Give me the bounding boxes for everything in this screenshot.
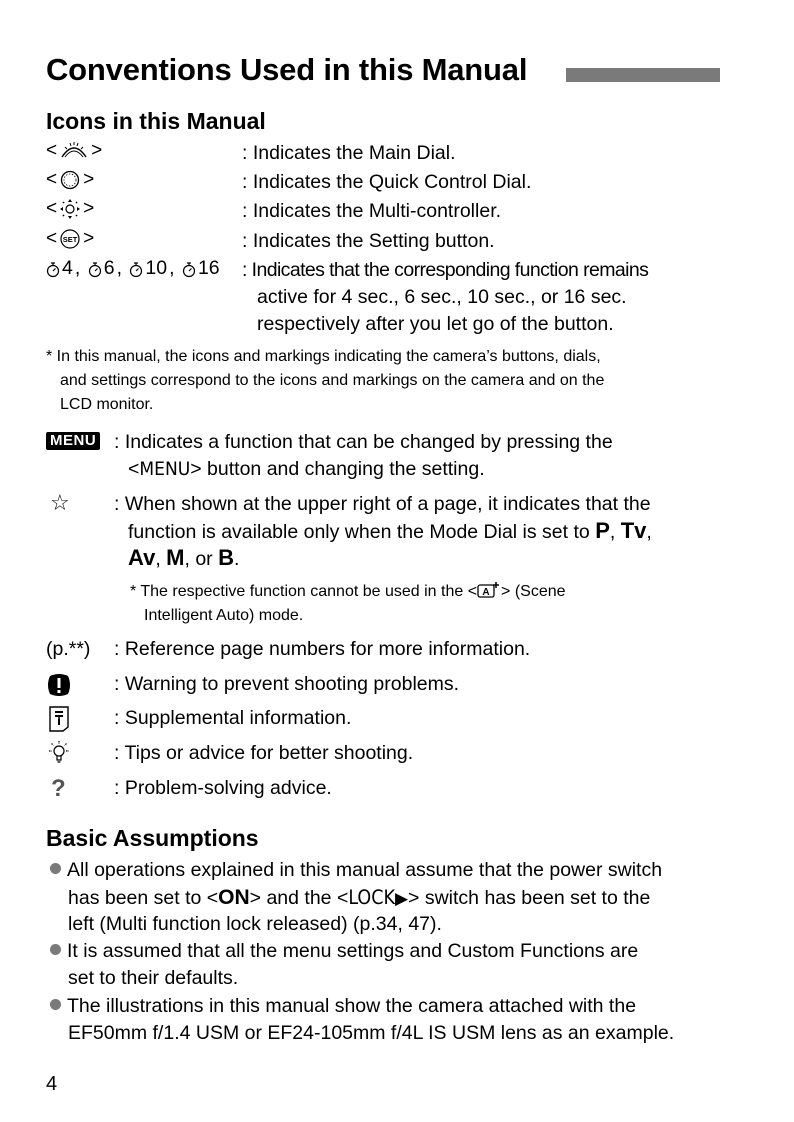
page-title: Conventions Used in this Manual	[46, 52, 528, 87]
star-note-line1: * The respective function cannot be used in the < A > (Scene	[130, 583, 566, 600]
menu-symbol	[46, 432, 100, 450]
quick-control-dial-icon	[59, 169, 81, 191]
assumption-1-line3: left (Multi function lock released) (p.34, 47).	[68, 913, 442, 935]
svg-text:SET: SET	[62, 235, 78, 244]
lightbulb-icon	[46, 740, 72, 766]
icons-note-line1: * In this manual, the icons and markings indicating the camera’s buttons, dials,	[46, 348, 601, 365]
timer-icon	[46, 260, 60, 278]
star-desc-line2: function is available only when the Mode Dial is set to P, Tv,	[128, 518, 652, 543]
supplement-desc: : Supplemental information.	[114, 707, 352, 729]
menu-desc-line1: : Indicates a function that can be changed by pressing the	[114, 431, 613, 453]
mode-p: P	[595, 518, 610, 543]
ref-label: (p.**)	[46, 638, 91, 660]
icon-row-main-dial-symbol: < >	[46, 140, 103, 161]
menu-key: MENU	[139, 458, 191, 480]
timer-label-10: 10	[145, 257, 168, 279]
icon-row-multi-controller-symbol: < >	[46, 198, 95, 219]
menu-icon: MENU	[46, 432, 100, 450]
icons-heading: Icons in this Manual	[46, 108, 266, 134]
supplement-icon	[49, 706, 69, 732]
assumption-2-line1: It is assumed that all the menu settings and Custom Functions are	[50, 938, 638, 965]
star-icon: ☆	[50, 490, 70, 515]
power-on-key: ON	[218, 886, 250, 909]
assumption-1-line1: All operations explained in this manual assume that the power switch	[50, 857, 662, 884]
mode-av: Av	[128, 545, 156, 570]
icon-desc-main-dial: : Indicates the Main Dial.	[242, 142, 456, 164]
timer-desc-line1: : Indicates that the corresponding function remains	[242, 259, 649, 281]
timer-icons: 4 , 6 , 10 , 16	[46, 257, 220, 280]
menu-desc-line2: <MENU> button and changing the setting.	[128, 458, 485, 480]
mode-tv: Tv	[620, 518, 647, 543]
question-icon: ?	[51, 775, 66, 802]
timer-icon	[88, 260, 102, 278]
bullet-icon	[50, 863, 61, 874]
icon-desc-multi-controller: : Indicates the Multi-controller.	[242, 200, 502, 222]
assumption-1-line2: has been set to <ON> and the <LOCK▶> switch has been set to the	[68, 886, 651, 909]
timer-icon	[129, 260, 143, 278]
timer-label-6: 6	[103, 257, 115, 279]
assumption-3-line2: EF50mm f/1.4 USM or EF24-105mm f/4L IS USM lens as an example.	[68, 1022, 675, 1044]
timer-desc-line2: active for 4 sec., 6 sec., 10 sec., or 16 sec.	[257, 286, 627, 308]
bullet-icon	[50, 999, 61, 1010]
bullet-icon	[50, 944, 61, 955]
lock-key: LOCK	[348, 886, 395, 909]
warning-icon	[46, 673, 72, 697]
star-note-line2: Intelligent Auto) mode.	[144, 607, 304, 624]
assumptions-heading: Basic Assumptions	[46, 825, 259, 851]
problem-desc: : Problem-solving advice.	[114, 777, 332, 799]
timer-label-4: 4	[62, 257, 73, 279]
set-button-icon	[59, 228, 81, 250]
svg-text:A: A	[482, 587, 490, 598]
tips-desc: : Tips or advice for better shooting.	[114, 742, 414, 764]
ref-desc: : Reference page numbers for more information.	[114, 638, 531, 660]
scene-intelligent-auto-icon	[477, 581, 501, 599]
main-dial-icon	[59, 141, 89, 161]
timer-label-16: 16	[197, 257, 220, 279]
icon-desc-set-button: : Indicates the Setting button.	[242, 230, 495, 252]
star-desc-line1: : When shown at the upper right of a page, it indicates that the	[114, 493, 651, 515]
icon-desc-quick-dial: : Indicates the Quick Control Dial.	[242, 171, 532, 193]
page-number: 4	[46, 1073, 58, 1095]
icon-row-set-symbol: < SET >	[46, 228, 95, 249]
icon-row-quick-dial-symbol: < >	[46, 169, 95, 190]
icons-note-line3: LCD monitor.	[60, 396, 154, 413]
icons-note-line2: and settings correspond to the icons and markings on the camera and on the	[60, 372, 605, 389]
title-decoration-bar	[566, 68, 720, 82]
assumption-2-line2: set to their defaults.	[68, 967, 239, 989]
mode-b: B	[218, 545, 234, 570]
warning-desc: : Warning to prevent shooting problems.	[114, 673, 460, 695]
multi-controller-icon	[59, 198, 81, 220]
mode-m: M	[166, 545, 185, 570]
star-desc-line3: Av, M, or B.	[128, 545, 240, 570]
timer-icon	[182, 260, 196, 278]
lock-arrow-icon: ▶	[394, 889, 409, 908]
assumption-3-line1: The illustrations in this manual show the camera attached with the	[50, 993, 636, 1020]
timer-desc-line3: respectively after you let go of the button.	[257, 313, 614, 335]
